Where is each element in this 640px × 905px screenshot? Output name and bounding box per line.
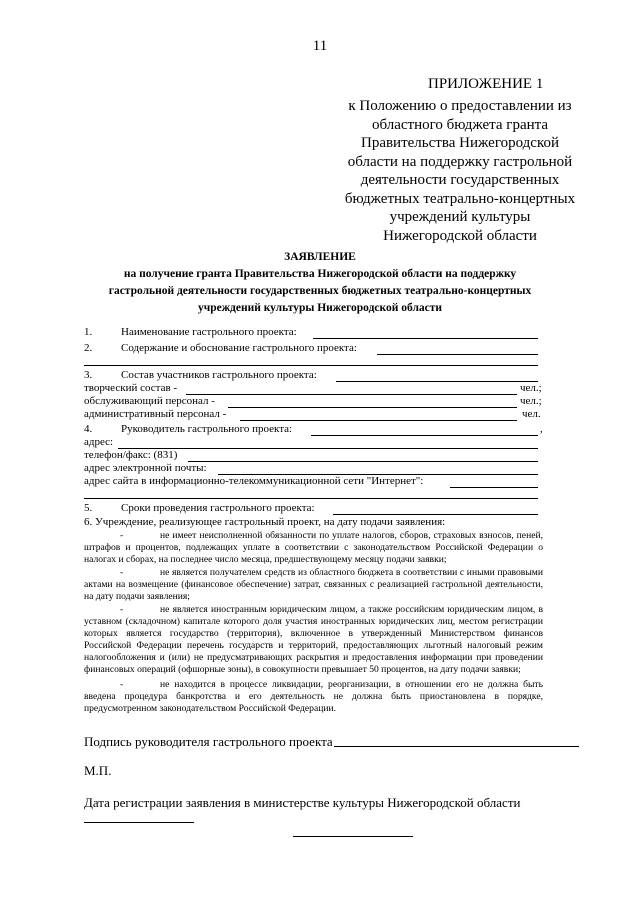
address-field[interactable] <box>118 448 538 449</box>
item-number: 4. <box>84 423 93 435</box>
appendix-line: Нижегородской области <box>383 227 537 244</box>
stamp-label: М.П. <box>84 763 112 778</box>
project-head-field[interactable] <box>311 435 538 436</box>
website-field[interactable] <box>450 487 538 488</box>
appendix-subtitle <box>340 97 580 245</box>
signature-label: Подпись руководителя гастрольного проекта <box>84 734 333 749</box>
item-number: 3. <box>84 369 93 381</box>
document-subtitle-line: гастрольной деятельности государственных бюджетных театрально-концертных <box>108 285 532 297</box>
admin-staff-field[interactable] <box>240 420 517 421</box>
project-dates-field[interactable] <box>333 514 538 515</box>
condition-paragraph: - не имеет неисполненной обязанности по уплате налогов, сборов, страховых взносов, пеней, штрафов и процентов, подлежащих уплате в соответствии с законодательством Российской Федерации о налогах и сборах, на последнее число месяца, предшествующему месяцу подачи заявки; <box>84 530 543 565</box>
dash: - <box>120 679 124 690</box>
phone-field[interactable] <box>188 461 538 462</box>
project-content-field-cont[interactable] <box>84 365 538 366</box>
appendix-line: деятельности государственных <box>360 172 560 188</box>
dash: - <box>120 604 124 615</box>
institution-conditions-label: 6. Учреждение, реализующее гастрольный проект, на дату подачи заявления: <box>84 516 446 528</box>
email-label: адрес электронной почты: <box>84 462 207 474</box>
project-head-label: Руководитель гастрольного проекта: <box>121 423 293 435</box>
creative-staff-label: творческий состав - <box>84 382 178 394</box>
project-dates-label: Сроки проведения гастрольного проекта: <box>121 502 315 514</box>
registration-date-label: Дата регистрации заявления в министерстве культуры Нижегородской области <box>84 795 521 810</box>
unit-label: чел. <box>522 408 541 420</box>
website-field-cont[interactable] <box>84 498 538 499</box>
admin-staff-label: административный персонал - <box>84 408 227 420</box>
condition-paragraph: - не является получателем средств из областного бюджета в соответствии с иными правовыми актами на возмещение (финансовое обеспечение) затрат, связанных с реализацией гастрольной деятельности, на дату подачи заявления; <box>84 567 543 602</box>
dash: - <box>120 567 124 578</box>
participants-field[interactable] <box>336 381 538 382</box>
unit-label: чел.; <box>520 395 542 407</box>
participants-label: Состав участников гастрольного проекта: <box>121 369 317 381</box>
comma: , <box>540 423 543 435</box>
document-title: ЗАЯВЛЕНИЕ <box>284 251 356 263</box>
creative-staff-field[interactable] <box>186 394 517 395</box>
item-number: 1. <box>84 326 93 338</box>
appendix-line: бюджетных театрально-концертных <box>344 190 576 207</box>
appendix-line: области на поддержку гастрольной <box>347 153 573 170</box>
service-staff-label: обслуживающий персонал - <box>84 395 215 407</box>
service-staff-field[interactable] <box>228 407 517 408</box>
project-name-field[interactable] <box>313 338 538 339</box>
registration-date-field[interactable] <box>84 822 194 823</box>
appendix-title: ПРИЛОЖЕНИЕ 1 <box>428 76 544 92</box>
website-label: адрес сайта в информационно-телекоммуникационной сети "Интернет": <box>84 475 424 487</box>
document-subtitle-line: на получение гранта Правительства Нижегородской области на поддержку <box>123 268 517 280</box>
address-label: адрес: <box>84 436 114 448</box>
dash: - <box>120 530 124 541</box>
document-subtitle-line: учреждений культуры Нижегородской области <box>197 302 443 314</box>
appendix-line: Правительства Нижегородской <box>360 135 560 151</box>
signature-field[interactable] <box>334 746 579 747</box>
item-number: 5. <box>84 502 93 514</box>
project-content-field[interactable] <box>377 354 538 355</box>
appendix-line: областного бюджета гранта <box>371 116 549 133</box>
appendix-line: к Положению о предоставлении из <box>348 98 572 114</box>
phone-label: телефон/факс: (831) <box>84 449 178 461</box>
appendix-line: учреждений культуры <box>389 209 531 225</box>
page-number: 11 <box>312 38 328 54</box>
unit-label: чел.; <box>520 382 542 394</box>
registration-signature-field[interactable] <box>293 836 413 837</box>
condition-paragraph: - не находится в процессе ликвидации, реорганизации, в отношении его не должна быть введена процедура банкротства и его деятельность не должна быть приостановлена в порядке, предусмотренном законодательством Российской Федерации. <box>84 679 543 714</box>
item-number: 2. <box>84 342 93 354</box>
project-content-label: Содержание и обоснование гастрольного проекта: <box>121 342 357 354</box>
condition-paragraph: - не является иностранным юридическим лицом, а также российским юридическим лицом, в уставном (складочном) капитале которого доля участия иностранных юридических лиц, местом регистрации которых является государство (территория), включенное в утвержденный Министерством финансов Российской Федерации перечень государств и территорий, предоставляющих льготный налоговый режим налогообложения и (или) не предусматривающих раскрытия и предоставления информации при проведении финансовых операций (офшорные зоны), в совокупности превышает 50 процентов, на дату подачи заявки; <box>84 604 543 675</box>
project-name-label: Наименование гастрольного проекта: <box>121 326 297 338</box>
